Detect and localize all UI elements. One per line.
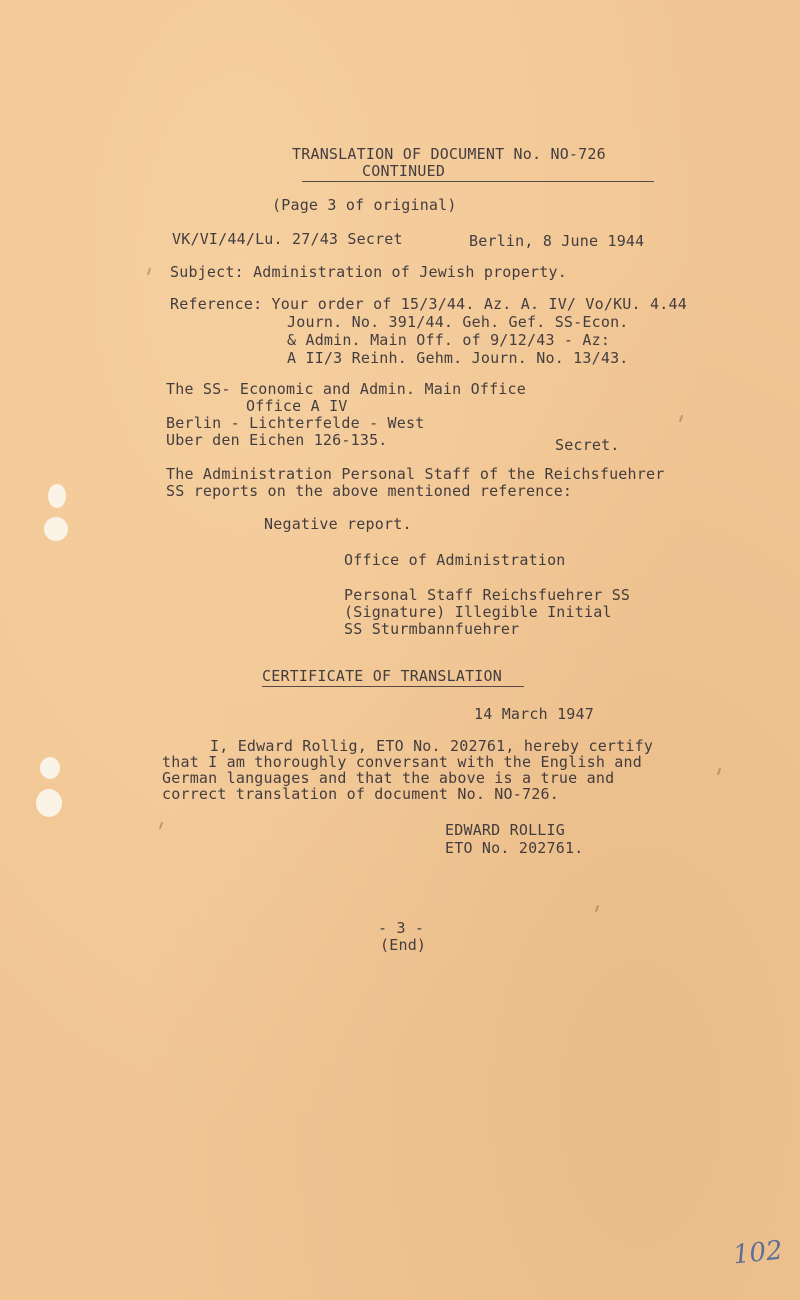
address-line: The SS- Economic and Admin. Main Office: [166, 380, 526, 398]
reference-code: VK/VI/44/Lu. 27/43 Secret: [172, 230, 403, 248]
certificate-text-line: that I am thoroughly conversant with the English and: [162, 753, 642, 771]
punch-hole: [40, 757, 60, 779]
place-date: Berlin, 8 June 1944: [469, 232, 645, 250]
certificate-text-line: German languages and that the above is a true and: [162, 769, 615, 787]
address-line: Office A IV: [246, 397, 348, 415]
reference-line: & Admin. Main Off. of 9/12/43 - Az:: [287, 331, 611, 349]
reference-line: Reference: Your order of 15/3/44. Az. A. IV/ Vo/KU. 4.44: [170, 295, 687, 313]
document-title: TRANSLATION OF DOCUMENT No. NO-726: [292, 145, 606, 163]
punch-hole: [48, 484, 66, 508]
document-subtitle: CONTINUED: [362, 162, 446, 180]
certificate-underline: [262, 686, 524, 687]
office-name: Office of Administration: [344, 551, 566, 569]
page-number: - 3 -: [378, 919, 425, 937]
body-line: The Administration Personal Staff of the Reichsfuehrer: [166, 465, 665, 483]
certificate-text-line: correct translation of document No. NO-726.: [162, 785, 559, 803]
end-note: (End): [380, 936, 427, 954]
body-line: SS reports on the above mentioned reference:: [166, 482, 573, 500]
address-line: Berlin - Lichterfelde - West: [166, 414, 425, 432]
punch-hole: [36, 789, 62, 817]
punch-hole: [44, 517, 68, 541]
address-line: Uber den Eichen 126-135.: [166, 431, 388, 449]
title-underline: [302, 181, 654, 182]
certificate-heading: CERTIFICATE OF TRANSLATION: [262, 667, 502, 685]
signature-line: Personal Staff Reichsfuehrer SS: [344, 586, 631, 604]
certificate-text-line: I, Edward Rollig, ETO No. 202761, hereby certify: [210, 737, 654, 755]
subject-line: Subject: Administration of Jewish property.: [170, 263, 567, 281]
signer-name: EDWARD ROLLIG: [445, 821, 565, 839]
reference-line: A II/3 Reinh. Gehm. Journ. No. 13/43.: [287, 349, 629, 367]
signer-id: ETO No. 202761.: [445, 839, 584, 857]
classification-mark: Secret.: [555, 436, 620, 454]
signature-line: (Signature) Illegible Initial: [344, 603, 612, 621]
report-type: Negative report.: [264, 515, 412, 533]
reference-line: Journ. No. 391/44. Geh. Gef. SS-Econ.: [287, 313, 629, 331]
handwritten-folio-number: 102: [731, 1235, 785, 1271]
page-note: (Page 3 of original): [272, 196, 457, 214]
certificate-date: 14 March 1947: [474, 705, 594, 723]
signature-line: SS Sturmbannfuehrer: [344, 620, 520, 638]
